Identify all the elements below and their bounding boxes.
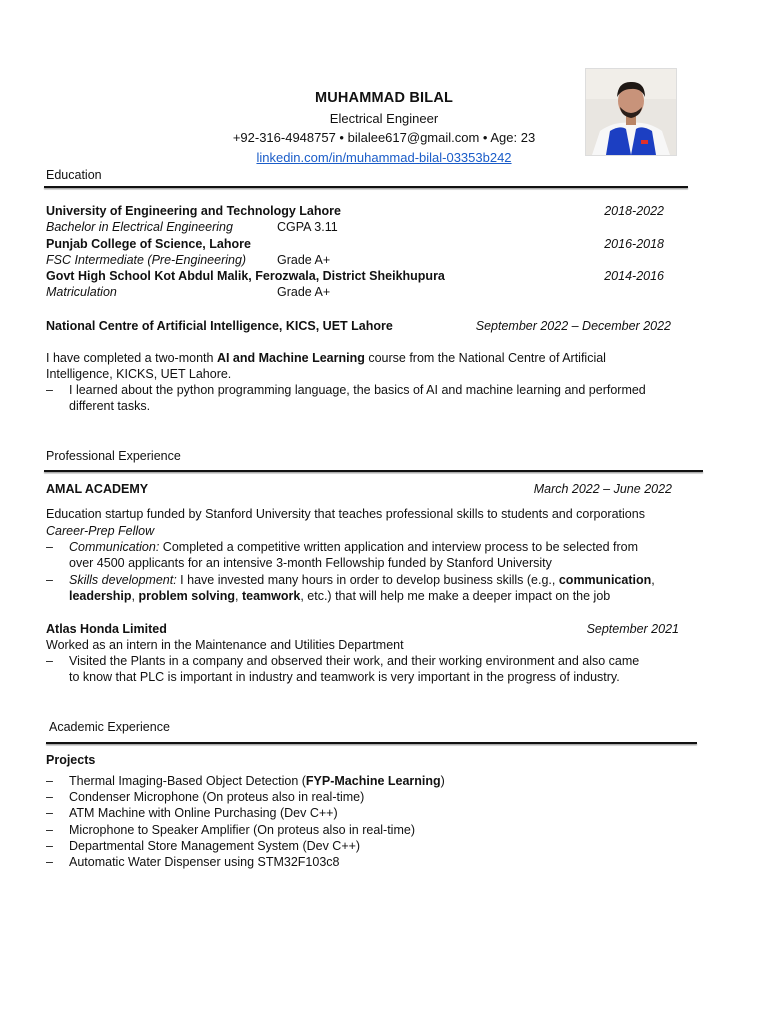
- project-item: Microphone to Speaker Amplifier (On proteus also in real-time): [69, 823, 415, 837]
- project-item: Thermal Imaging-Based Object Detection (FYP-Machine Learning): [69, 774, 445, 788]
- job-bullet: Skills development: I have invested many hours in order to develop business skills (e.g., communication,: [69, 573, 655, 587]
- linkedin-link[interactable]: linkedin.com/in/muhammad-bilal-03353b242: [256, 150, 512, 165]
- course-bullet-line2: different tasks.: [69, 399, 151, 413]
- candidate-title: Electrical Engineer: [329, 111, 439, 126]
- bullet-dash: –: [46, 823, 53, 837]
- profile-photo-image: [586, 69, 676, 155]
- edu-years: 2014-2016: [604, 269, 664, 283]
- section-divider: [44, 470, 703, 472]
- profile-photo: [585, 68, 677, 156]
- project-item: Automatic Water Dispenser using STM32F103c8: [69, 855, 340, 869]
- edu-degree: Matriculation: [46, 285, 117, 299]
- projects-heading: Projects: [46, 753, 96, 767]
- job-dates: March 2022 – June 2022: [533, 482, 672, 496]
- edu-degree: Bachelor in Electrical Engineering: [46, 220, 233, 234]
- job-role: Career-Prep Fellow: [46, 524, 155, 538]
- bullet-dash: –: [46, 806, 53, 820]
- job-bullet-line2: over 4500 applicants for an intensive 3-month Fellowship funded by Stanford University: [69, 556, 552, 570]
- job-company: AMAL ACADEMY: [46, 482, 149, 496]
- bullet-dash: –: [46, 540, 53, 554]
- bullet-dash: –: [46, 790, 53, 804]
- section-heading-education: Education: [46, 168, 102, 182]
- edu-grade: Grade A+: [277, 253, 331, 267]
- edu-school: Punjab College of Science, Lahore: [46, 237, 251, 251]
- edu-years: 2018-2022: [604, 204, 664, 218]
- job-bullet-line2: leadership, problem solving, teamwork, etc.) that will help me make a deeper impact on the job: [69, 589, 611, 603]
- bullet-dash: –: [46, 573, 53, 587]
- course-institute: National Centre of Artificial Intelligence, KICS, UET Lahore: [46, 319, 393, 333]
- section-divider: [44, 186, 688, 188]
- job-bullet-line2: to know that PLC is important in industry and teamwork is very important in the progress of industry.: [69, 670, 620, 684]
- contact-line: +92-316-4948757 • bilalee617@gmail.com • Age: 23: [232, 130, 536, 145]
- bullet-dash: –: [46, 654, 53, 668]
- section-heading-professional: Professional Experience: [46, 449, 181, 463]
- job-bullet: Visited the Plants in a company and observed their work, and their working environment and also came: [69, 654, 640, 668]
- project-item: Departmental Store Management System (Dev C++): [69, 839, 361, 853]
- job-dates: September 2021: [586, 622, 679, 636]
- project-item: ATM Machine with Online Purchasing (Dev C++): [69, 806, 338, 820]
- bullet-dash: –: [46, 774, 53, 788]
- course-description: I have completed a two-month AI and Machine Learning course from the National Centre of Artificial: [46, 351, 606, 365]
- bullet-dash: –: [46, 855, 53, 869]
- project-item: Condenser Microphone (On proteus also in real-time): [69, 790, 365, 804]
- edu-years: 2016-2018: [604, 237, 664, 251]
- job-company: Atlas Honda Limited: [46, 622, 167, 636]
- course-dates: September 2022 – December 2022: [475, 319, 671, 333]
- bullet-dash: –: [46, 839, 53, 853]
- job-description: Education startup funded by Stanford University that teaches professional skills to students and corporations: [46, 507, 645, 521]
- section-divider: [46, 742, 697, 744]
- edu-grade: CGPA 3.11: [277, 220, 338, 234]
- job-description: Worked as an intern in the Maintenance and Utilities Department: [46, 638, 404, 652]
- section-heading-academic: Academic Experience: [49, 720, 170, 734]
- edu-grade: Grade A+: [277, 285, 331, 299]
- edu-school: University of Engineering and Technology Lahore: [46, 204, 341, 218]
- edu-degree: FSC Intermediate (Pre-Engineering): [46, 253, 247, 267]
- job-bullet: Communication: Completed a competitive written application and interview process to be selected from: [69, 540, 639, 554]
- bullet-dash: –: [46, 383, 53, 397]
- candidate-name: MUHAMMAD BILAL: [314, 90, 454, 106]
- edu-school: Govt High School Kot Abdul Malik, Ferozwala, District Sheikhupura: [46, 269, 445, 283]
- course-description-line2: Intelligence, KICKS, UET Lahore.: [46, 367, 232, 381]
- course-bullet: I learned about the python programming language, the basics of AI and machine learning and performed: [69, 383, 646, 397]
